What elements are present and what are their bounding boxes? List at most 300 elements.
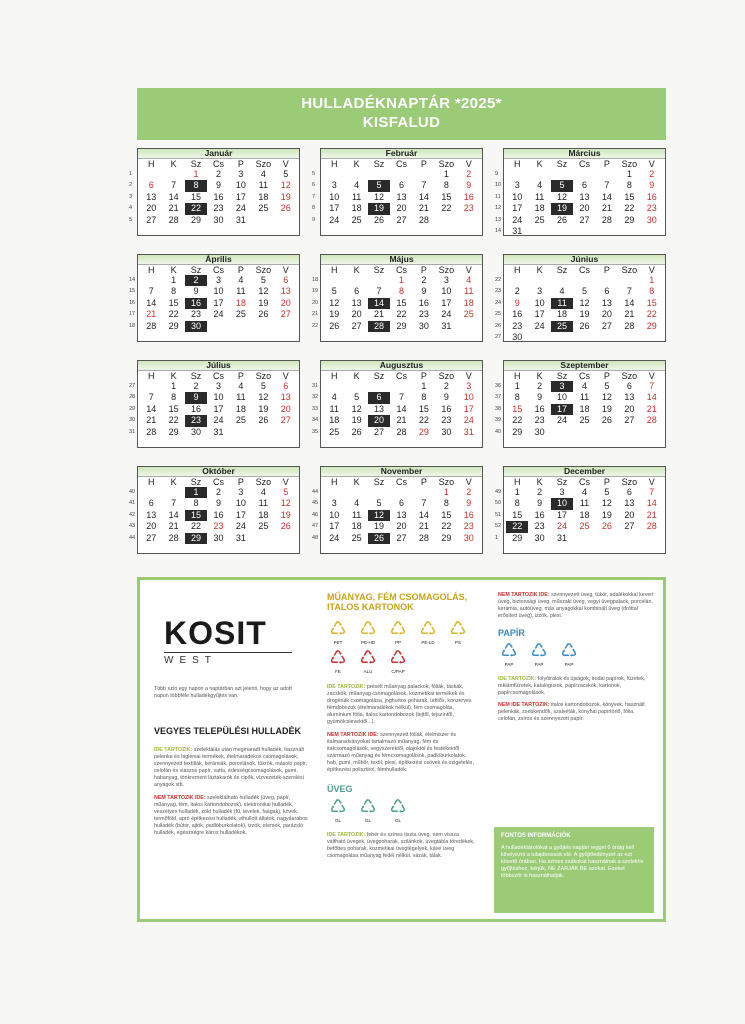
day-cell: 5 bbox=[551, 180, 573, 191]
week-row bbox=[321, 427, 482, 438]
logo-sub: WEST bbox=[164, 652, 292, 666]
day-cell: 27 bbox=[146, 214, 157, 225]
day-cell: 12 bbox=[280, 180, 291, 191]
week-row bbox=[504, 332, 665, 343]
empty-day bbox=[641, 226, 663, 237]
uveg-ide-text: fehér és színes tiszta üveg, nem vissza váltható üvegek, üvegpoharak, szilánkok, üvegtábla töredékek, befőttes poharak, kozmetikai üvegtégelyek, kávé üveg csomagolása műanyag fedél nélkül, vázák, tálak. bbox=[327, 832, 475, 859]
day-cell: 1 bbox=[398, 275, 404, 285]
day-header: Szo bbox=[438, 371, 455, 381]
day-cell: 28 bbox=[396, 426, 407, 437]
day-cell: 3 bbox=[238, 487, 244, 497]
uveg-ide-label: IDE TARTOZIK: bbox=[327, 832, 366, 838]
calendar-title bbox=[137, 88, 666, 140]
week-number: 31 bbox=[129, 428, 136, 435]
empty-day bbox=[275, 215, 297, 226]
empty-day bbox=[162, 169, 184, 180]
day-header: V bbox=[648, 265, 655, 275]
day-cell: 3 bbox=[466, 381, 472, 391]
intro-text: Több szín egy napon a naptárban azt jelenti, hogy az adott napon többféle hulladékgyűjtés van. bbox=[154, 686, 292, 699]
week-number: 26 bbox=[495, 322, 502, 329]
recycle-code: PS bbox=[454, 640, 461, 645]
day-cell: 16 bbox=[213, 191, 224, 202]
day-cell: 6 bbox=[581, 180, 587, 191]
day-cell: 11 bbox=[579, 392, 590, 403]
day-cell: 16 bbox=[418, 297, 429, 308]
papir-title: PAPÍR bbox=[498, 628, 525, 638]
day-cell: 18 bbox=[463, 297, 474, 308]
day-cell: 1 bbox=[185, 487, 207, 498]
day-header: K bbox=[170, 371, 177, 381]
day-cell: 1 bbox=[171, 275, 177, 285]
day-cell: 1 bbox=[649, 275, 655, 285]
day-cell: 15 bbox=[441, 191, 452, 202]
day-header: K bbox=[170, 477, 177, 487]
week-row bbox=[504, 521, 665, 532]
day-cell: 26 bbox=[601, 521, 612, 532]
empty-day bbox=[140, 381, 162, 392]
day-header: Sz bbox=[190, 371, 202, 381]
day-cell: 24 bbox=[463, 415, 474, 426]
day-cell: 13 bbox=[396, 509, 407, 520]
day-header: P bbox=[420, 159, 427, 169]
muanyag-nem-label: NEM TARTOZIK IDE: bbox=[327, 732, 379, 738]
recycle-code: PAP bbox=[504, 662, 514, 667]
day-header: Sz bbox=[190, 265, 202, 275]
muanyag-ide-text: préselt műanyag palackok, fóliák, táskák, zacskók, műanyag csomagolások, kozmetikai termékek és drogériák csomagolása, joghurtos poharak, üdítős, konzerves fémdobozok (ételmaradékok nélkül), fém csomagolás, alumínium fólia, italos kartondobozok (tejtől, tejszíntől, gyümölcslevektől...). bbox=[327, 684, 472, 725]
muanyag-nem-text: szennyezett fóliák, élelmiszer és italmaradványokat tartalmazó műanyag, fém és italcsomagolások, vegyszerektől, olajoktól és festékektől származó műanyag és fémcsomagolások, padlóburkolatok, hab, gumi, műbőr, textil, plexi, építkezési csövek és szigetelés, építkezési polisztirol, fémhulladék. bbox=[327, 732, 474, 773]
day-cell: 24 bbox=[534, 320, 545, 331]
day-header: P bbox=[603, 477, 610, 487]
day-cell: 28 bbox=[146, 426, 157, 437]
day-headers bbox=[321, 477, 482, 487]
day-cell: 6 bbox=[283, 275, 289, 285]
day-cell: 23 bbox=[534, 521, 545, 532]
day-cell: 20 bbox=[396, 521, 407, 532]
day-cell: 19 bbox=[258, 403, 269, 414]
week-row bbox=[321, 192, 482, 203]
week-number: 47 bbox=[312, 523, 319, 530]
day-cell: 19 bbox=[374, 521, 385, 532]
day-cell: 10 bbox=[213, 392, 224, 403]
day-header: P bbox=[420, 477, 427, 487]
day-cell: 7 bbox=[421, 498, 427, 509]
day-headers bbox=[321, 371, 482, 381]
day-cell: 15 bbox=[624, 191, 635, 202]
day-header: Szo bbox=[621, 371, 638, 381]
day-header: Cs bbox=[578, 159, 590, 169]
day-header: Cs bbox=[212, 371, 224, 381]
week-number: 22 bbox=[495, 277, 502, 283]
day-cell: 19 bbox=[601, 403, 612, 414]
day-cell: 23 bbox=[191, 309, 202, 320]
day-cell: 11 bbox=[551, 298, 573, 309]
week-row bbox=[138, 321, 299, 332]
day-cell: 6 bbox=[148, 498, 154, 509]
day-header: Szo bbox=[255, 371, 272, 381]
week-row bbox=[321, 533, 482, 544]
vegyes-ide bbox=[154, 747, 309, 789]
week-row bbox=[321, 392, 482, 403]
day-cell: 16 bbox=[534, 403, 545, 414]
day-cell: 3 bbox=[443, 275, 449, 285]
day-header: K bbox=[536, 371, 543, 381]
recycle-icon: ♺ bbox=[389, 797, 407, 818]
week-row bbox=[504, 487, 665, 498]
uveg-title: ÜVEG bbox=[327, 784, 353, 794]
uveg-symbols bbox=[327, 798, 477, 827]
day-cell: 8 bbox=[649, 286, 655, 297]
day-headers bbox=[138, 265, 299, 275]
week-row bbox=[504, 275, 665, 286]
day-cell: 20 bbox=[280, 403, 291, 414]
day-header: P bbox=[237, 477, 244, 487]
week-number: 43 bbox=[129, 523, 136, 530]
important-info-box bbox=[494, 827, 654, 913]
day-header: K bbox=[170, 265, 177, 275]
recycle-icon: ♺ bbox=[329, 797, 347, 818]
week-row bbox=[138, 203, 299, 214]
day-cell: 25 bbox=[258, 521, 269, 532]
day-cell: 28 bbox=[168, 532, 179, 543]
day-cell: 10 bbox=[329, 509, 340, 520]
day-cell: 12 bbox=[557, 191, 568, 202]
day-cell: 7 bbox=[649, 381, 655, 391]
recycle-icon: ♺ bbox=[389, 648, 407, 669]
muanyag-section bbox=[327, 592, 477, 860]
day-header: P bbox=[237, 159, 244, 169]
day-cell: 18 bbox=[235, 297, 246, 308]
empty-day bbox=[596, 275, 618, 286]
day-cell: 7 bbox=[398, 392, 404, 403]
vegyes-ide-text: szelektálás után megmaradt hulladék, használt pelenka és higiéniai termékek, ételmaradékos csomagolások, szennyezett textíliák, kerámiák, porcelánok, tükrök, másoló papír, celofán és viaszos papír, vatta, édességcsomagolások, gumi, habanyag, tönkrement láztakarók és cipők, vízvezeték-szerelési anyagok stb. bbox=[154, 747, 308, 788]
week-number: 5 bbox=[312, 171, 316, 177]
day-cell: 19 bbox=[551, 203, 573, 214]
day-cell: 22 bbox=[191, 521, 202, 532]
day-cell: 21 bbox=[418, 521, 429, 532]
day-cell: 22 bbox=[441, 521, 452, 532]
day-cell: 10 bbox=[512, 191, 523, 202]
day-cell: 24 bbox=[557, 415, 568, 426]
day-cell: 17 bbox=[463, 403, 474, 414]
day-cell: 2 bbox=[215, 487, 221, 497]
empty-day bbox=[390, 169, 412, 180]
recycle-icon: ♺ bbox=[560, 641, 578, 662]
week-number: 27 bbox=[495, 334, 502, 340]
title-line-2: KISFALUD bbox=[362, 114, 441, 131]
muanyag-ide-label: IDE TARTOZIK: bbox=[327, 684, 366, 690]
day-cell: 5 bbox=[376, 498, 382, 509]
kosit-logo bbox=[164, 616, 304, 666]
day-cell: 4 bbox=[354, 498, 360, 509]
day-cell: 14 bbox=[601, 191, 612, 202]
week-row bbox=[504, 392, 665, 403]
empty-day bbox=[368, 487, 390, 498]
day-cell: 15 bbox=[168, 403, 179, 414]
day-cell: 8 bbox=[398, 286, 404, 297]
week-number: 19 bbox=[312, 288, 319, 295]
day-header: V bbox=[648, 371, 655, 381]
empty-day bbox=[275, 533, 297, 544]
day-cell: 25 bbox=[235, 415, 246, 426]
week-number: 24 bbox=[495, 299, 502, 306]
recycle-code: PET bbox=[333, 640, 343, 645]
day-cell: 3 bbox=[331, 180, 337, 191]
day-cell: 17 bbox=[551, 404, 573, 415]
day-cell: 2 bbox=[215, 169, 221, 179]
day-cell: 11 bbox=[236, 286, 246, 297]
day-header: Cs bbox=[578, 477, 590, 487]
week-row bbox=[504, 427, 665, 438]
day-cell: 16 bbox=[534, 509, 545, 520]
day-header: V bbox=[648, 159, 655, 169]
week-number: 39 bbox=[495, 417, 502, 424]
day-cell: 19 bbox=[351, 415, 362, 426]
day-cell: 20 bbox=[280, 297, 291, 308]
day-cell: 27 bbox=[624, 415, 635, 426]
recycle-icon: ♺ bbox=[329, 619, 347, 640]
day-cell: 8 bbox=[171, 392, 177, 403]
recycling-symbol bbox=[447, 620, 469, 645]
empty-day bbox=[275, 321, 297, 332]
day-cell: 22 bbox=[418, 415, 429, 426]
empty-day bbox=[596, 533, 618, 544]
day-cell: 23 bbox=[213, 203, 224, 214]
day-header: Cs bbox=[395, 477, 407, 487]
empty-day bbox=[413, 169, 435, 180]
day-cell: 19 bbox=[280, 191, 291, 202]
important-info-text: A hulladéktárolókat a gyűjtés napján reggel 6 óráig kell kihelyezni a tulajdonosok elé. A gyűjtőedényzet az ezt követő órában. Ha színes zsákokat használnak a szelektív gyűjtéshez, kérjük, NE ZÁRJÁK BE azokat. Ezeket többször is használhatják. bbox=[501, 845, 644, 879]
day-cell: 13 bbox=[579, 191, 590, 202]
day-cell: 2 bbox=[193, 381, 199, 391]
empty-day bbox=[323, 487, 345, 498]
muanyag-title: MŰANYAG, FÉM CSOMAGOLÁS, ITALOS KARTONOK bbox=[327, 592, 468, 612]
week-row bbox=[504, 169, 665, 180]
day-headers bbox=[504, 371, 665, 381]
month-name: Június bbox=[504, 255, 665, 265]
month-name: November bbox=[321, 467, 482, 477]
day-cell: 14 bbox=[146, 403, 157, 414]
day-cell: 17 bbox=[534, 309, 545, 320]
day-header: H bbox=[513, 159, 521, 169]
day-header: Szo bbox=[621, 265, 638, 275]
week-number: 46 bbox=[312, 511, 319, 518]
day-cell: 10 bbox=[235, 180, 246, 191]
day-cell: 15 bbox=[168, 297, 179, 308]
week-row bbox=[504, 309, 665, 320]
day-cell: 2 bbox=[443, 381, 449, 391]
day-cell: 28 bbox=[418, 532, 429, 543]
day-cell: 23 bbox=[185, 415, 207, 426]
week-number: 16 bbox=[129, 299, 136, 306]
empty-day bbox=[596, 169, 618, 180]
week-number: 15 bbox=[129, 288, 136, 295]
day-cell: 25 bbox=[258, 203, 269, 214]
week-row bbox=[504, 321, 665, 332]
week-number: 8 bbox=[312, 205, 316, 212]
day-cell: 30 bbox=[213, 214, 224, 225]
recycling-symbol bbox=[417, 620, 439, 645]
day-header: Sz bbox=[373, 477, 385, 487]
day-header: K bbox=[353, 159, 360, 169]
week-row bbox=[138, 169, 299, 180]
week-row bbox=[504, 286, 665, 297]
week-row bbox=[504, 415, 665, 426]
day-cell: 6 bbox=[398, 498, 404, 509]
vegyes-ide-label: IDE TARTOZIK: bbox=[154, 747, 193, 753]
empty-day bbox=[345, 169, 367, 180]
day-cell: 16 bbox=[441, 403, 452, 414]
day-header: Cs bbox=[395, 159, 407, 169]
day-cell: 25 bbox=[551, 321, 573, 332]
empty-day bbox=[551, 332, 573, 343]
recycling-symbol bbox=[357, 620, 379, 645]
day-header: Sz bbox=[190, 159, 202, 169]
day-cell: 12 bbox=[579, 297, 590, 308]
day-cell: 26 bbox=[280, 203, 291, 214]
day-header: Szo bbox=[438, 159, 455, 169]
day-cell: 26 bbox=[351, 426, 362, 437]
day-cell: 28 bbox=[601, 214, 612, 225]
week-number: 44 bbox=[312, 489, 319, 495]
day-header: V bbox=[465, 477, 472, 487]
title-line-1: HULLADÉKNAPTÁR *2025* bbox=[301, 95, 502, 112]
day-cell: 12 bbox=[351, 403, 362, 414]
day-cell: 5 bbox=[260, 381, 266, 391]
day-cell: 20 bbox=[368, 415, 390, 426]
week-row bbox=[321, 275, 482, 286]
day-cell: 20 bbox=[146, 203, 157, 214]
day-cell: 26 bbox=[258, 309, 269, 320]
day-cell: 1 bbox=[626, 169, 632, 179]
day-cell: 31 bbox=[213, 426, 224, 437]
day-cell: 14 bbox=[396, 403, 407, 414]
day-cell: 15 bbox=[185, 510, 207, 521]
recycle-icon: ♺ bbox=[329, 648, 347, 669]
empty-day bbox=[573, 226, 595, 237]
day-cell: 13 bbox=[624, 392, 635, 403]
day-header: P bbox=[420, 371, 427, 381]
day-cell: 10 bbox=[329, 191, 340, 202]
vegyes-nem bbox=[154, 795, 309, 837]
day-cell: 16 bbox=[512, 309, 523, 320]
day-cell: 11 bbox=[329, 403, 339, 414]
day-cell: 27 bbox=[396, 214, 407, 225]
day-cell: 24 bbox=[235, 521, 246, 532]
day-header: Sz bbox=[190, 477, 202, 487]
empty-day bbox=[207, 321, 229, 332]
day-cell: 12 bbox=[601, 392, 612, 403]
empty-day bbox=[323, 275, 345, 286]
day-cell: 8 bbox=[443, 498, 449, 509]
day-cell: 15 bbox=[418, 403, 429, 414]
uveg-nem-text: szennyezett üveg, tükör, adalékokkal kevert üveg, biztonsági üveg, műszaki üveg, vegyi üvegpalack, porcelán, kerámia, autóüveg, más anyagokkal kombinált üveg (dróttal erősített üveg), izzók, plexi. bbox=[498, 592, 654, 619]
week-row bbox=[321, 180, 482, 191]
day-cell: 7 bbox=[626, 286, 632, 297]
empty-day bbox=[641, 427, 663, 438]
day-cell: 12 bbox=[374, 191, 385, 202]
vegyes-section bbox=[154, 726, 309, 837]
day-header: Sz bbox=[373, 371, 385, 381]
day-cell: 1 bbox=[171, 381, 177, 391]
day-cell: 23 bbox=[213, 521, 224, 532]
day-cell: 7 bbox=[171, 180, 177, 191]
day-header: K bbox=[536, 159, 543, 169]
day-header: H bbox=[330, 371, 338, 381]
day-cell: 19 bbox=[601, 509, 612, 520]
week-row bbox=[138, 510, 299, 521]
recycle-code: PP bbox=[394, 640, 401, 645]
week-row bbox=[321, 203, 482, 214]
week-row bbox=[321, 510, 482, 521]
day-cell: 18 bbox=[351, 203, 362, 214]
day-cell: 14 bbox=[418, 509, 429, 520]
day-cell: 28 bbox=[646, 521, 657, 532]
day-cell: 20 bbox=[579, 203, 590, 214]
week-row bbox=[138, 498, 299, 509]
day-cell: 22 bbox=[506, 521, 528, 532]
day-header: H bbox=[513, 371, 521, 381]
month-name: Május bbox=[321, 255, 482, 265]
day-cell: 16 bbox=[646, 191, 657, 202]
month-name: Január bbox=[138, 149, 299, 159]
day-cell: 28 bbox=[168, 214, 179, 225]
empty-day bbox=[140, 169, 162, 180]
day-cell: 7 bbox=[421, 180, 427, 191]
day-cell: 12 bbox=[280, 498, 291, 509]
week-row bbox=[321, 521, 482, 532]
day-cell: 21 bbox=[374, 309, 385, 320]
day-cell: 17 bbox=[213, 297, 224, 308]
month-name: December bbox=[504, 467, 665, 477]
day-cell: 5 bbox=[604, 487, 610, 497]
day-cell: 8 bbox=[626, 180, 632, 191]
month-2 bbox=[503, 148, 666, 236]
day-cell: 17 bbox=[235, 191, 246, 202]
day-cell: 4 bbox=[354, 180, 360, 191]
empty-day bbox=[345, 275, 367, 286]
empty-day bbox=[323, 381, 345, 392]
week-row bbox=[321, 487, 482, 498]
day-cell: 17 bbox=[512, 203, 523, 214]
day-cell: 20 bbox=[624, 509, 635, 520]
empty-day bbox=[275, 427, 297, 438]
day-cell: 26 bbox=[374, 214, 385, 225]
day-cell: 29 bbox=[418, 426, 429, 437]
day-cell: 10 bbox=[534, 297, 545, 308]
empty-day bbox=[230, 427, 252, 438]
day-cell: 2 bbox=[514, 286, 520, 297]
month-8 bbox=[503, 360, 666, 448]
week-row bbox=[321, 404, 482, 415]
day-headers bbox=[504, 159, 665, 169]
week-number: 22 bbox=[312, 322, 319, 329]
week-row bbox=[138, 275, 299, 286]
day-cell: 24 bbox=[213, 415, 224, 426]
day-header: Szo bbox=[255, 477, 272, 487]
day-header: V bbox=[282, 477, 289, 487]
week-number: 11 bbox=[495, 193, 501, 200]
week-row bbox=[138, 215, 299, 226]
week-number: 30 bbox=[129, 417, 136, 424]
day-cell: 21 bbox=[646, 509, 657, 520]
empty-day bbox=[413, 487, 435, 498]
week-number: 52 bbox=[495, 523, 502, 530]
day-cell: 1 bbox=[514, 487, 520, 497]
day-cell: 9 bbox=[537, 392, 543, 403]
day-cell: 19 bbox=[258, 297, 269, 308]
recycle-code: PE-HD bbox=[360, 640, 375, 645]
day-cell: 16 bbox=[463, 191, 474, 202]
